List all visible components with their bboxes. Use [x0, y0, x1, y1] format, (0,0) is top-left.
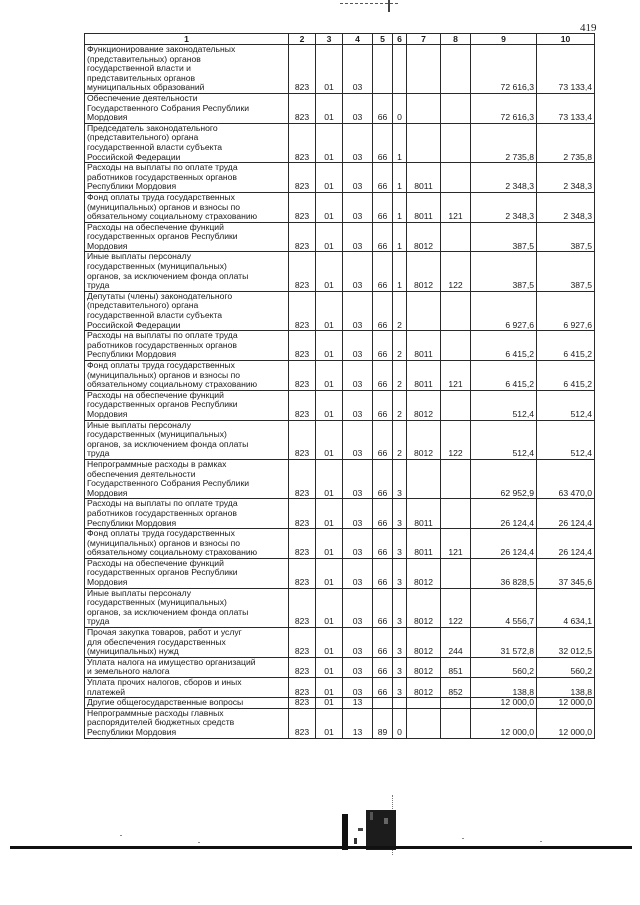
cell-admin-code: 823 [289, 390, 316, 420]
cell-admin-code: 823 [289, 499, 316, 529]
cell-amount-year2: 387,5 [537, 252, 595, 291]
cell-name: Расходы на выплаты по оплате труда работников государственных органов Республики Мордовия [85, 163, 289, 193]
cell-subprogram: 3 [393, 558, 407, 588]
cell-name: Прочая закупка товаров, работ и услуг для обеспечения государственных (муниципальных) нужд [85, 628, 289, 658]
cell-name: Уплата налога на имущество организаций и земельного налога [85, 657, 289, 677]
cell-expense-type [441, 698, 471, 709]
cell-program: 66 [373, 420, 393, 459]
cell-direction: 8011 [407, 331, 441, 361]
cell-direction: 8012 [407, 222, 441, 252]
table-row [85, 558, 595, 588]
cell-subsection: 03 [343, 529, 373, 559]
table-row [85, 420, 595, 459]
cell-subprogram: 1 [393, 222, 407, 252]
cell-subsection: 03 [343, 93, 373, 123]
header-col-2: 2 [289, 34, 316, 45]
cell-subprogram: 3 [393, 657, 407, 677]
cell-program: 89 [373, 708, 393, 738]
cell-subsection: 03 [343, 558, 373, 588]
cell-amount-year1: 138,8 [471, 678, 537, 698]
cell-amount-year2: 12 000,0 [537, 698, 595, 709]
cell-amount-year1: 31 572,8 [471, 628, 537, 658]
cell-section: 01 [316, 678, 343, 698]
cell-admin-code: 823 [289, 331, 316, 361]
cell-subsection: 03 [343, 222, 373, 252]
cell-amount-year1: 12 000,0 [471, 708, 537, 738]
cell-subsection: 03 [343, 45, 373, 94]
cell-section: 01 [316, 558, 343, 588]
header-col-1: 1 [85, 34, 289, 45]
cell-amount-year1: 387,5 [471, 252, 537, 291]
cell-section: 01 [316, 420, 343, 459]
cell-direction [407, 123, 441, 162]
table-row [85, 499, 595, 529]
cell-direction: 8011 [407, 192, 441, 222]
table-row [85, 331, 595, 361]
cell-section: 01 [316, 698, 343, 709]
cell-name: Функционирование законодательных (представительных) органов государственной власти и представительных органов муниципальных образований [85, 45, 289, 94]
cell-amount-year1: 387,5 [471, 222, 537, 252]
cell-admin-code: 823 [289, 252, 316, 291]
cell-admin-code: 823 [289, 123, 316, 162]
cell-subprogram: 2 [393, 420, 407, 459]
cell-direction: 8012 [407, 657, 441, 677]
cell-subsection: 03 [343, 291, 373, 330]
cell-subprogram: 2 [393, 291, 407, 330]
cell-direction [407, 698, 441, 709]
cell-subprogram: 0 [393, 93, 407, 123]
cell-program: 66 [373, 459, 393, 498]
cell-subsection: 03 [343, 657, 373, 677]
cell-subsection: 13 [343, 698, 373, 709]
cell-direction [407, 291, 441, 330]
cell-direction: 8012 [407, 628, 441, 658]
cell-amount-year2: 32 012,5 [537, 628, 595, 658]
cell-amount-year1: 72 616,3 [471, 45, 537, 94]
cell-subprogram: 3 [393, 459, 407, 498]
cell-section: 01 [316, 628, 343, 658]
cell-subprogram: 1 [393, 192, 407, 222]
cell-direction: 8012 [407, 390, 441, 420]
cell-expense-type [441, 499, 471, 529]
cell-subsection: 03 [343, 252, 373, 291]
cell-name: Уплата прочих налогов, сборов и иных платежей [85, 678, 289, 698]
cell-expense-type: 122 [441, 588, 471, 627]
table-body [85, 45, 595, 739]
cell-section: 01 [316, 163, 343, 193]
header-col-5: 5 [373, 34, 393, 45]
cell-admin-code: 823 [289, 628, 316, 658]
cell-program: 66 [373, 678, 393, 698]
cell-program [373, 45, 393, 94]
cell-name: Председатель законодательного (представительного) органа государственной власти субъекта Российской Федерации [85, 123, 289, 162]
cell-direction: 8012 [407, 420, 441, 459]
cell-admin-code: 823 [289, 361, 316, 391]
table-row [85, 222, 595, 252]
cell-subprogram [393, 698, 407, 709]
cell-amount-year1: 12 000,0 [471, 698, 537, 709]
scan-artifact-tick [388, 0, 390, 12]
cell-expense-type [441, 123, 471, 162]
cell-program [373, 698, 393, 709]
cell-program: 66 [373, 123, 393, 162]
cell-direction [407, 93, 441, 123]
page-bottom-rule [10, 846, 632, 849]
cell-subsection: 03 [343, 331, 373, 361]
table-row [85, 628, 595, 658]
cell-subprogram: 0 [393, 708, 407, 738]
cell-subsection: 03 [343, 361, 373, 391]
cell-expense-type [441, 291, 471, 330]
cell-admin-code: 823 [289, 222, 316, 252]
cell-name: Обеспечение деятельности Государственного Собрания Республики Мордовия [85, 93, 289, 123]
header-col-3: 3 [316, 34, 343, 45]
cell-subprogram: 1 [393, 163, 407, 193]
cell-amount-year1: 2 735,8 [471, 123, 537, 162]
cell-amount-year1: 6 415,2 [471, 361, 537, 391]
cell-program: 66 [373, 192, 393, 222]
cell-admin-code: 823 [289, 45, 316, 94]
cell-direction: 8011 [407, 499, 441, 529]
cell-program: 66 [373, 252, 393, 291]
cell-amount-year1: 72 616,3 [471, 93, 537, 123]
cell-subsection: 03 [343, 499, 373, 529]
cell-admin-code: 823 [289, 459, 316, 498]
cell-name: Расходы на обеспечение функций государственных органов Республики Мордовия [85, 558, 289, 588]
cell-amount-year2: 138,8 [537, 678, 595, 698]
cell-amount-year2: 512,4 [537, 390, 595, 420]
table-row [85, 678, 595, 698]
cell-subsection: 03 [343, 588, 373, 627]
cell-amount-year1: 560,2 [471, 657, 537, 677]
cell-admin-code: 823 [289, 192, 316, 222]
cell-name: Расходы на обеспечение функций государственных органов Республики Мордовия [85, 222, 289, 252]
cell-expense-type: 122 [441, 420, 471, 459]
cell-admin-code: 823 [289, 93, 316, 123]
table-row [85, 657, 595, 677]
cell-amount-year2: 512,4 [537, 420, 595, 459]
cell-amount-year2: 12 000,0 [537, 708, 595, 738]
cell-name: Другие общегосударственные вопросы [85, 698, 289, 709]
cell-expense-type: 121 [441, 529, 471, 559]
cell-amount-year1: 512,4 [471, 420, 537, 459]
table-row [85, 361, 595, 391]
cell-subprogram: 3 [393, 628, 407, 658]
cell-section: 01 [316, 657, 343, 677]
cell-amount-year2: 6 927,6 [537, 291, 595, 330]
cell-amount-year2: 73 133,4 [537, 93, 595, 123]
cell-admin-code: 823 [289, 708, 316, 738]
cell-name: Фонд оплаты труда государственных (муниципальных) органов и взносы по обязательному социальному страхованию [85, 529, 289, 559]
table-row [85, 291, 595, 330]
cell-amount-year1: 4 556,7 [471, 588, 537, 627]
cell-subsection: 03 [343, 123, 373, 162]
page-number: 419 [580, 22, 597, 34]
cell-subprogram: 3 [393, 529, 407, 559]
cell-section: 01 [316, 361, 343, 391]
cell-direction: 8012 [407, 558, 441, 588]
cell-expense-type: 244 [441, 628, 471, 658]
cell-subprogram: 2 [393, 390, 407, 420]
cell-expense-type [441, 331, 471, 361]
cell-amount-year2: 26 124,4 [537, 529, 595, 559]
cell-amount-year2: 6 415,2 [537, 331, 595, 361]
cell-name: Депутаты (члены) законодательного (представительного) органа государственной власти субъекта Российской Федерации [85, 291, 289, 330]
cell-name: Непрограммные расходы в рамках обеспечения деятельности Государственного Собрания Республики Мордовия [85, 459, 289, 498]
cell-section: 01 [316, 529, 343, 559]
header-col-10: 10 [537, 34, 595, 45]
cell-section: 01 [316, 708, 343, 738]
cell-section: 01 [316, 499, 343, 529]
cell-program: 66 [373, 390, 393, 420]
cell-direction: 8012 [407, 588, 441, 627]
cell-subprogram: 3 [393, 678, 407, 698]
table-row [85, 708, 595, 738]
cell-amount-year2: 387,5 [537, 222, 595, 252]
cell-subsection: 03 [343, 192, 373, 222]
cell-name: Непрограммные расходы главных распорядителей бюджетных средств Республики Мордовия [85, 708, 289, 738]
cell-subsection: 03 [343, 390, 373, 420]
cell-direction [407, 459, 441, 498]
cell-expense-type: 121 [441, 192, 471, 222]
header-col-9: 9 [471, 34, 537, 45]
cell-section: 01 [316, 588, 343, 627]
cell-program: 66 [373, 331, 393, 361]
cell-expense-type [441, 45, 471, 94]
table-row [85, 390, 595, 420]
cell-admin-code: 823 [289, 698, 316, 709]
cell-admin-code: 823 [289, 529, 316, 559]
table-row [85, 123, 595, 162]
table-row [85, 93, 595, 123]
cell-section: 01 [316, 222, 343, 252]
cell-program: 66 [373, 558, 393, 588]
cell-direction [407, 708, 441, 738]
cell-expense-type: 851 [441, 657, 471, 677]
table-row [85, 45, 595, 94]
cell-section: 01 [316, 331, 343, 361]
cell-amount-year2: 2 348,3 [537, 192, 595, 222]
scan-speck [120, 835, 122, 836]
cell-program: 66 [373, 657, 393, 677]
cell-amount-year2: 26 124,4 [537, 499, 595, 529]
cell-program: 66 [373, 499, 393, 529]
cell-subprogram: 3 [393, 588, 407, 627]
cell-expense-type [441, 222, 471, 252]
cell-name: Иные выплаты персоналу государственных (муниципальных) органов, за исключением фонда оплаты труда [85, 420, 289, 459]
cell-program: 66 [373, 222, 393, 252]
budget-table [84, 33, 595, 739]
cell-name: Иные выплаты персоналу государственных (муниципальных) органов, за исключением фонда оплаты труда [85, 252, 289, 291]
table-row [85, 163, 595, 193]
cell-section: 01 [316, 45, 343, 94]
cell-amount-year1: 6 927,6 [471, 291, 537, 330]
cell-program: 66 [373, 588, 393, 627]
scan-speck [540, 841, 542, 842]
cell-amount-year2: 63 470,0 [537, 459, 595, 498]
cell-subprogram: 1 [393, 252, 407, 291]
cell-program: 66 [373, 529, 393, 559]
cell-expense-type [441, 390, 471, 420]
cell-amount-year1: 6 415,2 [471, 331, 537, 361]
cell-amount-year1: 62 952,9 [471, 459, 537, 498]
cell-subprogram: 3 [393, 499, 407, 529]
cell-name: Фонд оплаты труда государственных (муниципальных) органов и взносы по обязательному социальному страхованию [85, 192, 289, 222]
table-row [85, 192, 595, 222]
cell-amount-year1: 36 828,5 [471, 558, 537, 588]
cell-program: 66 [373, 361, 393, 391]
cell-expense-type: 852 [441, 678, 471, 698]
table-row [85, 698, 595, 709]
cell-section: 01 [316, 252, 343, 291]
table-row [85, 588, 595, 627]
cell-expense-type: 121 [441, 361, 471, 391]
cell-section: 01 [316, 123, 343, 162]
table-header-row [85, 34, 595, 45]
header-col-8: 8 [441, 34, 471, 45]
cell-amount-year2: 560,2 [537, 657, 595, 677]
cell-direction: 8011 [407, 163, 441, 193]
cell-admin-code: 823 [289, 163, 316, 193]
cell-admin-code: 823 [289, 588, 316, 627]
cell-direction: 8011 [407, 529, 441, 559]
cell-program: 66 [373, 291, 393, 330]
cell-section: 01 [316, 390, 343, 420]
cell-expense-type [441, 708, 471, 738]
cell-section: 01 [316, 291, 343, 330]
header-col-7: 7 [407, 34, 441, 45]
cell-amount-year1: 26 124,4 [471, 499, 537, 529]
cell-subprogram: 1 [393, 123, 407, 162]
cell-program: 66 [373, 93, 393, 123]
cell-amount-year1: 2 348,3 [471, 192, 537, 222]
cell-name: Расходы на выплаты по оплате труда работников государственных органов Республики Мордовия [85, 499, 289, 529]
cell-subprogram: 2 [393, 331, 407, 361]
cell-subsection: 03 [343, 628, 373, 658]
cell-subsection: 13 [343, 708, 373, 738]
cell-admin-code: 823 [289, 657, 316, 677]
cell-admin-code: 823 [289, 558, 316, 588]
cell-name: Расходы на обеспечение функций государственных органов Республики Мордовия [85, 390, 289, 420]
cell-section: 01 [316, 192, 343, 222]
cell-expense-type [441, 93, 471, 123]
header-col-6: 6 [393, 34, 407, 45]
cell-amount-year1: 512,4 [471, 390, 537, 420]
cell-subsection: 03 [343, 678, 373, 698]
cell-amount-year2: 73 133,4 [537, 45, 595, 94]
scan-speck [462, 838, 464, 839]
cell-subprogram [393, 45, 407, 94]
cell-subprogram: 2 [393, 361, 407, 391]
cell-direction: 8012 [407, 678, 441, 698]
cell-name: Иные выплаты персоналу государственных (муниципальных) органов, за исключением фонда оплаты труда [85, 588, 289, 627]
cell-section: 01 [316, 93, 343, 123]
cell-admin-code: 823 [289, 678, 316, 698]
table-row [85, 252, 595, 291]
table-row [85, 459, 595, 498]
header-col-4: 4 [343, 34, 373, 45]
cell-subsection: 03 [343, 163, 373, 193]
cell-direction [407, 45, 441, 94]
cell-amount-year2: 6 415,2 [537, 361, 595, 391]
scan-speck [198, 842, 200, 843]
cell-amount-year2: 2 348,3 [537, 163, 595, 193]
cell-direction: 8011 [407, 361, 441, 391]
cell-expense-type [441, 459, 471, 498]
cell-section: 01 [316, 459, 343, 498]
cell-amount-year2: 4 634,1 [537, 588, 595, 627]
cell-subsection: 03 [343, 420, 373, 459]
cell-direction: 8012 [407, 252, 441, 291]
cell-name: Фонд оплаты труда государственных (муниципальных) органов и взносы по обязательному социальному страхованию [85, 361, 289, 391]
cell-expense-type [441, 163, 471, 193]
cell-amount-year2: 2 735,8 [537, 123, 595, 162]
cell-amount-year2: 37 345,6 [537, 558, 595, 588]
cell-subsection: 03 [343, 459, 373, 498]
cell-amount-year1: 26 124,4 [471, 529, 537, 559]
cell-admin-code: 823 [289, 420, 316, 459]
cell-expense-type: 122 [441, 252, 471, 291]
cell-program: 66 [373, 628, 393, 658]
table-row [85, 529, 595, 559]
cell-name: Расходы на выплаты по оплате труда работников государственных органов Республики Мордовия [85, 331, 289, 361]
cell-program: 66 [373, 163, 393, 193]
cell-amount-year1: 2 348,3 [471, 163, 537, 193]
cell-expense-type [441, 558, 471, 588]
cell-admin-code: 823 [289, 291, 316, 330]
